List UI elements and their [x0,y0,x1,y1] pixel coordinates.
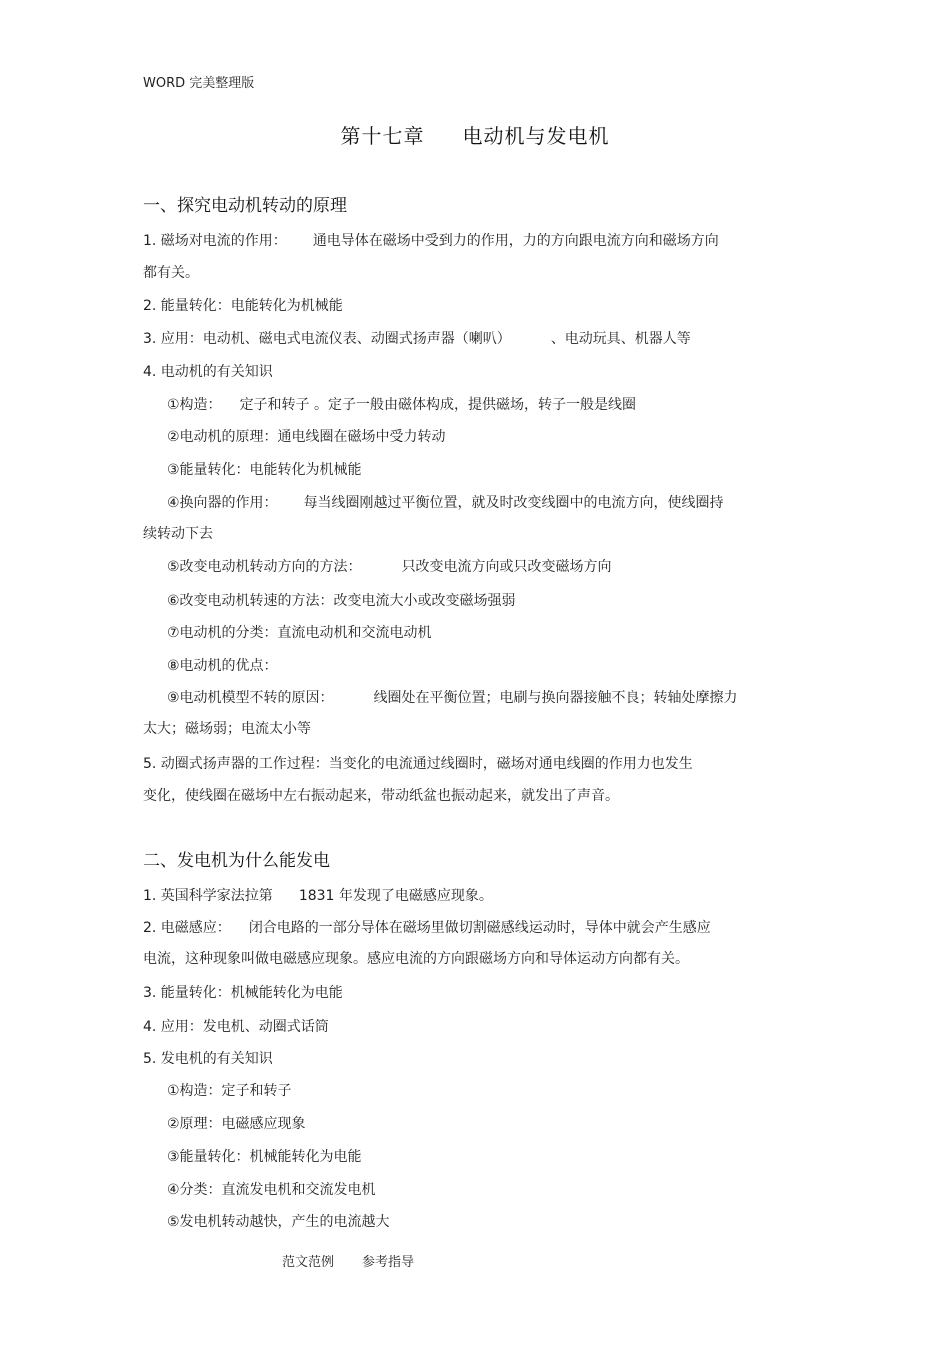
motor-sub3: ③能量转化：电能转化为机械能 [167,462,362,478]
item1-label: 1. 磁场对电流的作用： [143,233,287,249]
footer-right: 参考指导 [362,1255,415,1270]
generator-sub2: ②原理：电磁感应现象 [167,1116,306,1132]
item1-text: 通电导体在磁场中受到力的作用，力的方向跟电流方向和磁场方向 [312,233,719,249]
sub1-label: ①构造： [167,397,222,413]
motor-sub5 [167,556,807,576]
motor-sub9-cont: 太大；磁场弱；电流太小等 [143,721,311,737]
sub5-label: ⑤改变电动机转动方向的方法： [167,559,362,575]
generator-sub4: ④分类：直流发电机和交流发电机 [167,1182,376,1198]
section2-item5: 5. 发电机的有关知识 [143,1051,273,1067]
sub9-label: ⑨电动机模型不转的原因： [167,690,334,706]
s2-item2-text: 闭合电路的一部分导体在磁场里做切割磁感线运动时，导体中就会产生感应 [248,920,711,936]
footer-left: 范文范例 [282,1255,335,1270]
page-footer [282,1251,414,1270]
section2-item2-cont: 电流，这种现象叫做电磁感应现象。感应电流的方向跟磁场方向和导体运动方向都有关。 [143,951,689,967]
section1-item1 [143,230,783,250]
section1-item2: 2. 能量转化：电能转化为机械能 [143,298,343,314]
s2-item1-text: 1. 英国科学家法拉第 [143,888,273,904]
chapter-title [0,120,950,149]
motor-sub4-cont: 续转动下去 [143,526,213,542]
sub5-text: 只改变电流方向或只改变磁场方向 [401,559,612,575]
section2-heading: 二、发电机为什么能发电 [143,851,330,871]
section2-item2 [143,917,783,937]
page-header: WORD 完美整理版 [143,76,255,91]
section1-item5-cont: 变化，使线圈在磁场中左右振动起来，带动纸盆也振动起来，就发出了声音。 [143,788,619,804]
sub9-text: 线圈处在平衡位置；电刷与换向器接触不良；转轴处摩擦力 [373,690,738,706]
motor-sub2: ②电动机的原理：通电线圈在磁场中受力转动 [167,429,446,445]
section1-item1-cont: 都有关。 [143,265,199,281]
motor-sub1 [167,394,807,414]
section1-item4: 4. 电动机的有关知识 [143,364,273,380]
generator-sub5: ⑤发电机转动越快，产生的电流越大 [167,1214,390,1230]
motor-sub9 [167,687,807,707]
sub4-label: ④换向器的作用： [167,495,278,511]
section1-heading: 一、探究电动机转动的原理 [143,196,347,216]
s2-item2-label: 2. 电磁感应： [143,920,231,936]
chapter-name: 电动机与发电机 [462,124,610,148]
item3-text: 3. 应用：电动机、磁电式电流仪表、动圈式扬声器（喇叭） [143,331,511,347]
s2-item1-text-cont: 1831 年发现了电磁感应现象。 [298,888,493,904]
motor-sub8: ⑧电动机的优点： [167,658,278,674]
sub4-text: 每当线圈刚越过平衡位置，就及时改变线圈中的电流方向，使线圈持 [303,495,724,511]
generator-sub1: ①构造：定子和转子 [167,1083,292,1099]
motor-sub4 [167,492,807,512]
chapter-number: 第十七章 [340,124,425,148]
section2-item1 [143,885,783,905]
motor-sub7: ⑦电动机的分类：直流电动机和交流电动机 [167,625,432,641]
generator-sub3: ③能量转化：机械能转化为电能 [167,1149,362,1165]
section2-item3: 3. 能量转化：机械能转化为电能 [143,985,343,1001]
motor-sub6: ⑥改变电动机转速的方法：改变电流大小或改变磁场强弱 [167,593,516,609]
section1-item5: 5. 动圈式扬声器的工作过程：当变化的电流通过线圈时，磁场对通电线圈的作用力也发生 [143,756,693,772]
section2-item4: 4. 应用：发电机、动圈式话筒 [143,1019,329,1035]
section1-item3 [143,328,783,348]
sub1-text: 定子和转子 。定子一般由磁体构成，提供磁场，转子一般是线圈 [239,397,637,413]
item3-text-cont: 、电动玩具、机器人等 [550,331,691,347]
